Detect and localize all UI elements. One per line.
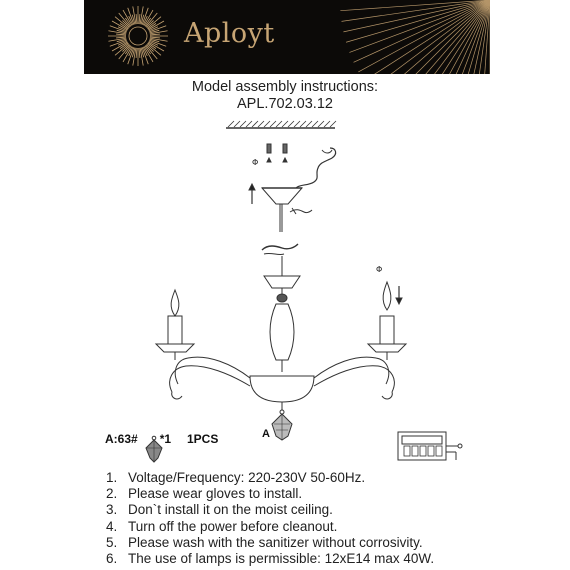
chandelier-diagram bbox=[0, 110, 570, 470]
brand-name: Aployt bbox=[184, 18, 275, 49]
instruction-number: 5. bbox=[106, 534, 118, 550]
ceiling-hatch-icon bbox=[226, 121, 336, 128]
pieces-label: 1PCS bbox=[187, 432, 219, 446]
instruction-number: 2. bbox=[106, 486, 118, 502]
instruction-number: 1. bbox=[106, 470, 118, 485]
svg-text:Φ: Φ bbox=[376, 265, 383, 274]
brand-banner bbox=[84, 0, 490, 74]
instruction-item bbox=[106, 486, 434, 502]
instruction-text: Turn off the power before cleanout. bbox=[128, 518, 338, 534]
crystal-pendant-icon bbox=[272, 410, 292, 440]
instruction-text: Voltage/Frequency: 220-230V 50-60Hz. bbox=[128, 470, 366, 485]
instruction-item bbox=[106, 551, 434, 567]
pendant-marker: A bbox=[262, 428, 270, 440]
terminal-block-icon bbox=[398, 432, 462, 460]
crystal-code: A:63# bbox=[105, 432, 138, 446]
instruction-text: Please wear gloves to install. bbox=[128, 486, 303, 502]
instruction-item bbox=[106, 535, 434, 551]
instruction-text: The use of lamps is permissible: 12xE14 max 40W. bbox=[128, 551, 435, 567]
instruction-text: Please wash with the sanitizer without corrosivity. bbox=[128, 534, 423, 550]
screw-icon bbox=[252, 144, 287, 167]
sunburst-logo-icon bbox=[84, 0, 490, 74]
instruction-number: 4. bbox=[106, 518, 118, 534]
instruction-text: Don`t install it on the moist ceiling. bbox=[128, 502, 333, 518]
instruction-list bbox=[106, 470, 434, 567]
instruction-item bbox=[106, 470, 434, 486]
crystal-quantity: *1 bbox=[159, 432, 172, 446]
instruction-number: 3. bbox=[106, 502, 118, 518]
instruction-item bbox=[106, 519, 434, 535]
page-title: Model assembly instructions: bbox=[191, 79, 379, 95]
crystal-part-label bbox=[105, 432, 171, 446]
instruction-number: 6. bbox=[106, 551, 118, 567]
instruction-item bbox=[106, 502, 434, 518]
svg-text:Φ: Φ bbox=[252, 158, 259, 167]
model-number: APL.702.03.12 bbox=[237, 96, 333, 112]
